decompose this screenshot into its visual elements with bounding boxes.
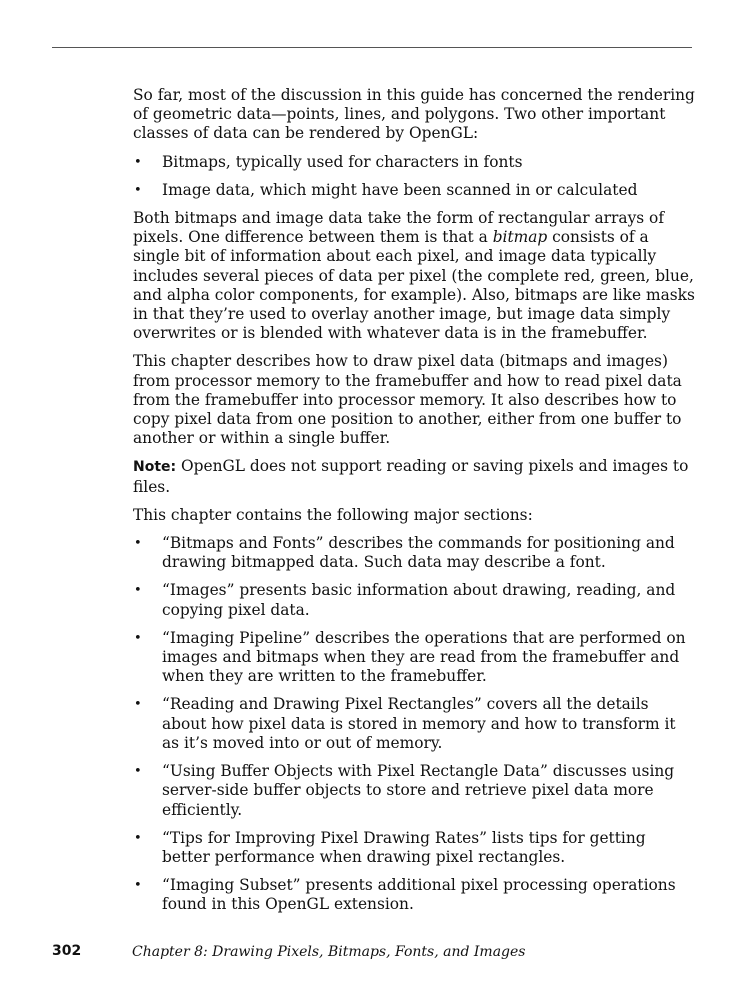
- bullet-icon: •: [134, 764, 142, 780]
- chapter-overview-paragraph: This chapter describes how to draw pixel data (bitmaps and images) from processor memory to the framebuffer and how to read pixel data from the framebuffer into processor memory. It also describes how to copy pixel data from one position to another, either from one buffer to another or within a single buffer.: [133, 352, 682, 448]
- intro-bullet-list: [133, 153, 695, 200]
- list-item: • “Imaging Subset” presents additional pixel processing operations found in this OpenGL extension.: [134, 876, 676, 914]
- note-paragraph: [133, 457, 695, 496]
- intro-paragraph: So far, most of the discussion in this guide has concerned the rendering of geometric data—points, lines, and polygons. Two other important classes of data can be rendered by OpenGL:: [133, 86, 695, 143]
- note-text: OpenGL does not support reading or saving pixels and images to files.: [133, 457, 689, 496]
- list-item: • “Imaging Pipeline” describes the operations that are performed on images and bitmaps when they are read from the framebuffer and when they are written to the framebuffer.: [134, 628, 686, 686]
- list-item: • “Images” presents basic information about drawing, reading, and copying pixel data.: [134, 581, 676, 619]
- bullet-icon: •: [134, 697, 142, 713]
- running-footer-title: Chapter 8: Drawing Pixels, Bitmaps, Fonts, and Images: [132, 944, 526, 960]
- bullet-icon: •: [134, 182, 142, 198]
- bullet-icon: •: [134, 154, 142, 170]
- list-item: • “Reading and Drawing Pixel Rectangles” covers all the details about how pixel data is stored in memory and how to transform it as it’s moved into or out of memory.: [134, 695, 676, 752]
- list-item: • Bitmaps, typically used for characters in fonts: [134, 152, 523, 171]
- list-item: • Image data, which might have been scanned in or calculated: [134, 180, 638, 199]
- list-item: • “Using Buffer Objects with Pixel Rectangle Data” discusses using server-side buffer objects to store and retrieve pixel data more efficiently.: [134, 762, 675, 819]
- bullet-icon: •: [134, 536, 142, 552]
- header-rule: [52, 47, 692, 48]
- list-item: • “Tips for Improving Pixel Drawing Rates” lists tips for getting better performance when drawing pixel rectangles.: [134, 828, 646, 866]
- bullet-icon: •: [134, 630, 142, 646]
- bullet-icon: •: [134, 583, 142, 599]
- sections-list: [133, 534, 695, 914]
- sections-intro: This chapter contains the following major sections:: [133, 505, 533, 524]
- bullet-icon: •: [134, 830, 142, 846]
- bullet-icon: •: [134, 878, 142, 894]
- page-number: 302: [52, 943, 82, 959]
- bitmap-paragraph: Both bitmaps and image data take the form of rectangular arrays of pixels. One difference between them is that a bitmap consists of a single bit of information about each pixel, and image data typically includes several pieces of data per pixel (the complete red, green, blue, and alpha color components, for example). Also, bitmaps are like masks in that they’re used to overlay another image, but image data simply overwrites or is blended with whatever data is in the framebuffer.: [133, 209, 695, 343]
- bitmap-term: bitmap: [492, 228, 548, 247]
- page-body: [133, 86, 695, 924]
- list-item: • “Bitmaps and Fonts” describes the commands for positioning and drawing bitmapped data. Such data may describe a font.: [134, 534, 675, 572]
- note-label: Note:: [133, 459, 177, 476]
